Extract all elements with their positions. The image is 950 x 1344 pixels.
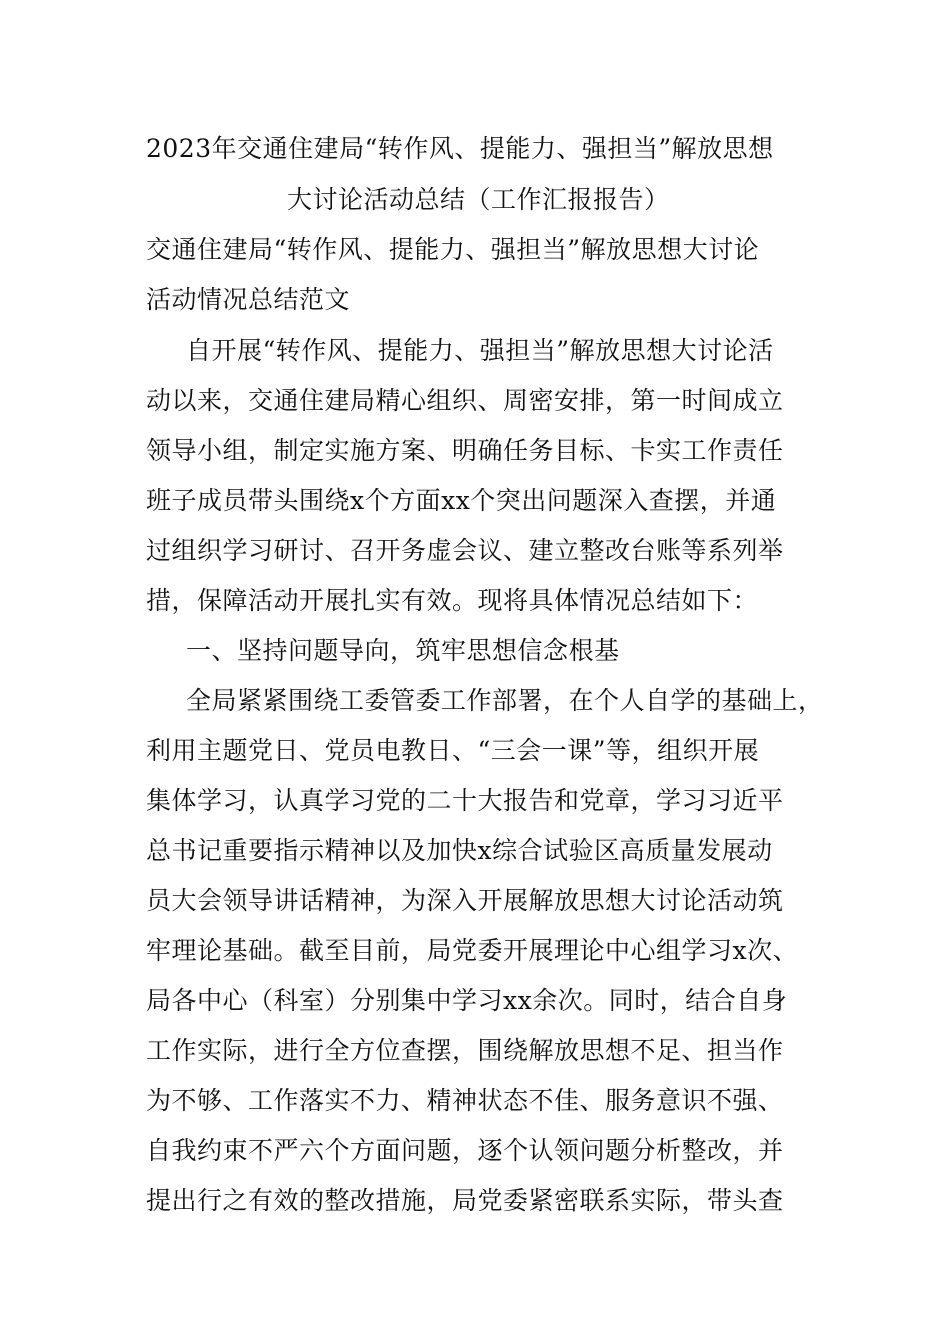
subtitle-line-2: 活动情况总结范文 [146, 285, 351, 314]
section1-line-11: 提出行之有效的整改措施，局党委紧密联系实际，带头查 [146, 1186, 784, 1215]
section1-line-6: 牢理论基础。截至目前，局党委开展理论中心组学习x次、 [146, 936, 799, 965]
section1-line-4: 总书记重要指示精神以及加快x综合试验区高质量发展动 [146, 836, 773, 865]
section1-line-8: 工作实际，进行全方位查摆，围绕解放思想不足、担当作 [146, 1036, 784, 1065]
section1-line-5: 员大会领导讲话精神，为深入开展解放思想大讨论活动筑 [146, 886, 784, 915]
section1-line-9: 为不够、工作落实不力、精神状态不佳、服务意识不强、 [146, 1086, 784, 1115]
section1-line-3: 集体学习，认真学习党的二十大报告和党章，学习习近平 [146, 786, 784, 815]
section-heading-1: 一、坚持问题导向，筑牢思想信念根基 [186, 636, 620, 665]
document-title-line-1: 2023年交通住建局“转作风、提能力、强担当”解放思想 [146, 134, 774, 163]
subtitle-line-1: 交通住建局“转作风、提能力、强担当”解放思想大讨论 [146, 235, 760, 264]
intro-line-4: 班子成员带头围绕x个方面xx个突出问题深入查摆，并通 [146, 486, 777, 515]
intro-line-2: 动以来，交通住建局精心组织、周密安排，第一时间成立 [146, 386, 784, 415]
intro-line-3: 领导小组，制定实施方案、明确任务目标、卡实工作责任 [146, 436, 784, 465]
intro-line-6: 措，保障活动开展扎实有效。现将具体情况总结如下： [146, 586, 759, 615]
section1-line-7: 局各中心（科室）分别集中学习xx余次。同时，结合自身 [146, 986, 788, 1015]
document-title-line-2: 大讨论活动总结（工作汇报报告） [287, 185, 670, 214]
intro-line-1: 自开展“转作风、提能力、强担当”解放思想大讨论活 [186, 336, 774, 365]
section1-line-2: 利用主题党日、党员电教日、“三会一课”等，组织开展 [146, 736, 760, 765]
section1-line-10: 自我约束不严六个方面问题，逐个认领问题分析整改，并 [146, 1136, 784, 1165]
section1-line-1: 全局紧紧围绕工委管委工作部署，在个人自学的基础上， [186, 686, 824, 715]
intro-line-5: 过组织学习研讨、召开务虚会议、建立整改台账等系列举 [146, 536, 784, 565]
